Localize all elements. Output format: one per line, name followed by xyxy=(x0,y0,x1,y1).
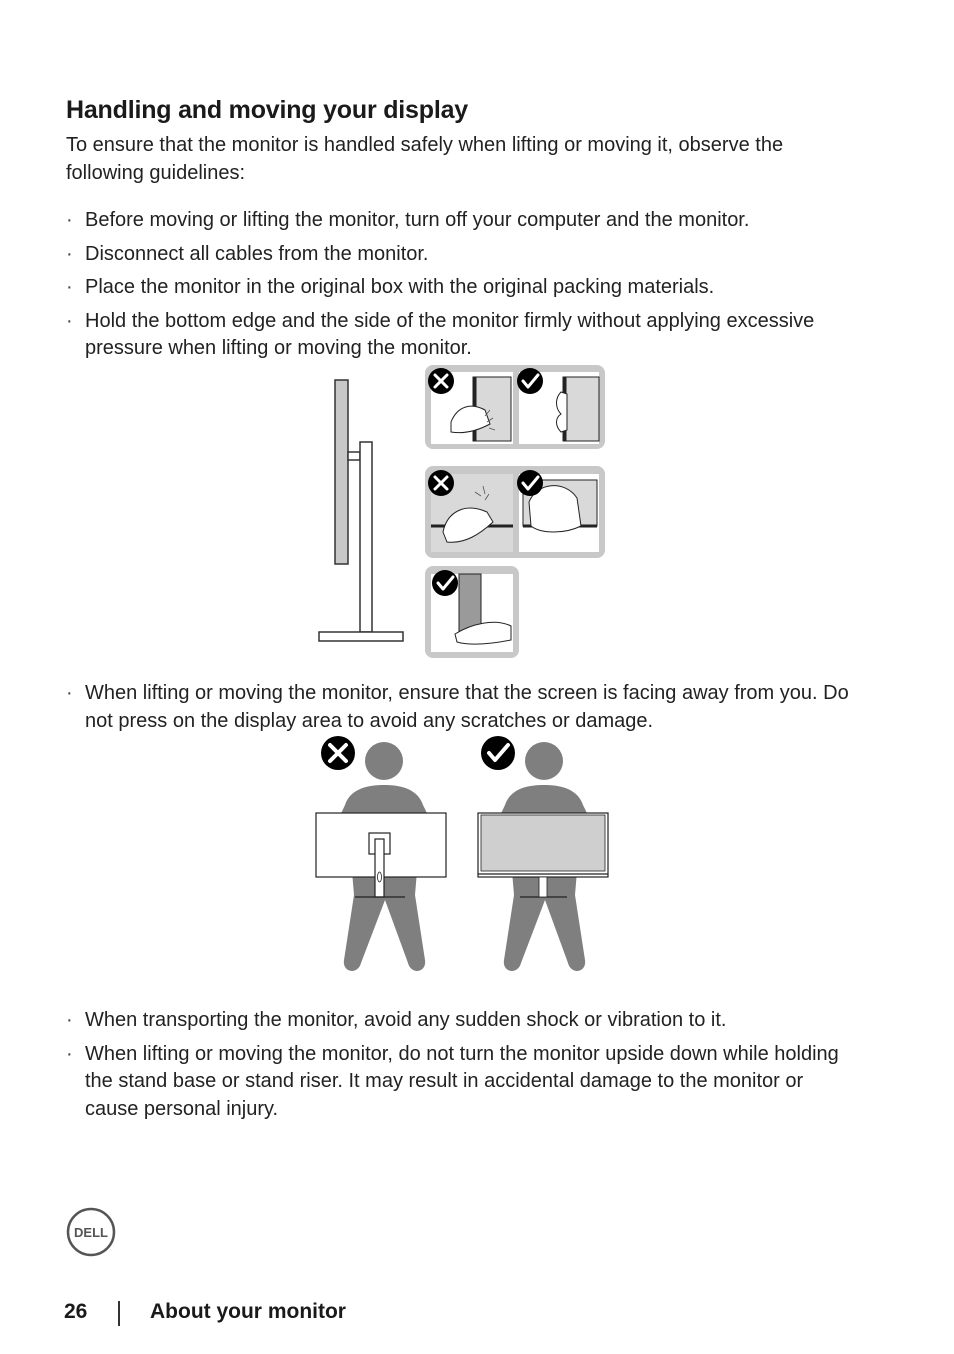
panel-correct-grip-side xyxy=(557,377,600,441)
page-number: 26 xyxy=(64,1300,88,1323)
guideline-item: · Before moving or lifting the monitor, turn off your computer and the monitor. xyxy=(66,207,856,235)
monitor-back-view xyxy=(316,813,446,897)
correct-icon xyxy=(481,736,515,770)
guidelines-list-bottom xyxy=(66,1007,856,1129)
correct-icon xyxy=(432,570,458,596)
dell-logo xyxy=(66,1207,116,1257)
correct-icon xyxy=(517,470,543,496)
incorrect-icon xyxy=(428,368,454,394)
guidelines-list-top xyxy=(66,207,856,369)
monitor-handling-illustration xyxy=(315,362,607,660)
correct-icon xyxy=(517,368,543,394)
guideline-item: · Hold the bottom edge and the side of the monitor firmly without applying excessive pressure when lifting or moving the monitor. xyxy=(66,308,856,363)
incorrect-icon xyxy=(428,470,454,496)
guideline-item: · Disconnect all cables from the monitor. xyxy=(66,241,856,269)
guideline-item: · Place the monitor in the original box with the original packing materials. xyxy=(66,274,856,302)
monitor-front-view xyxy=(478,813,608,897)
guideline-item: · When lifting or moving the monitor, do not turn the monitor upside down while holding the stand base or stand riser. It may result in accidental damage to the monitor or cause personal injury. xyxy=(66,1041,856,1124)
guideline-item: · When transporting the monitor, avoid any sudden shock or vibration to it. xyxy=(66,1007,856,1035)
intro-paragraph: To ensure that the monitor is handled safely when lifting or moving it, observe the following guidelines: xyxy=(66,134,784,184)
guidelines-list-middle xyxy=(66,680,856,741)
monitor-lifting-illustration xyxy=(305,735,617,975)
footer-section-title: About your monitor xyxy=(150,1300,346,1323)
section-heading: Handling and moving your display xyxy=(66,96,468,124)
footer-divider xyxy=(118,1301,120,1326)
guideline-item: · When lifting or moving the monitor, ensure that the screen is facing away from you. Do not press on the display area to avoid any scratches or damage. xyxy=(66,680,856,735)
monitor-side-view xyxy=(319,380,403,641)
incorrect-icon xyxy=(321,736,355,770)
dell-logo-text: DELL xyxy=(74,1225,108,1240)
